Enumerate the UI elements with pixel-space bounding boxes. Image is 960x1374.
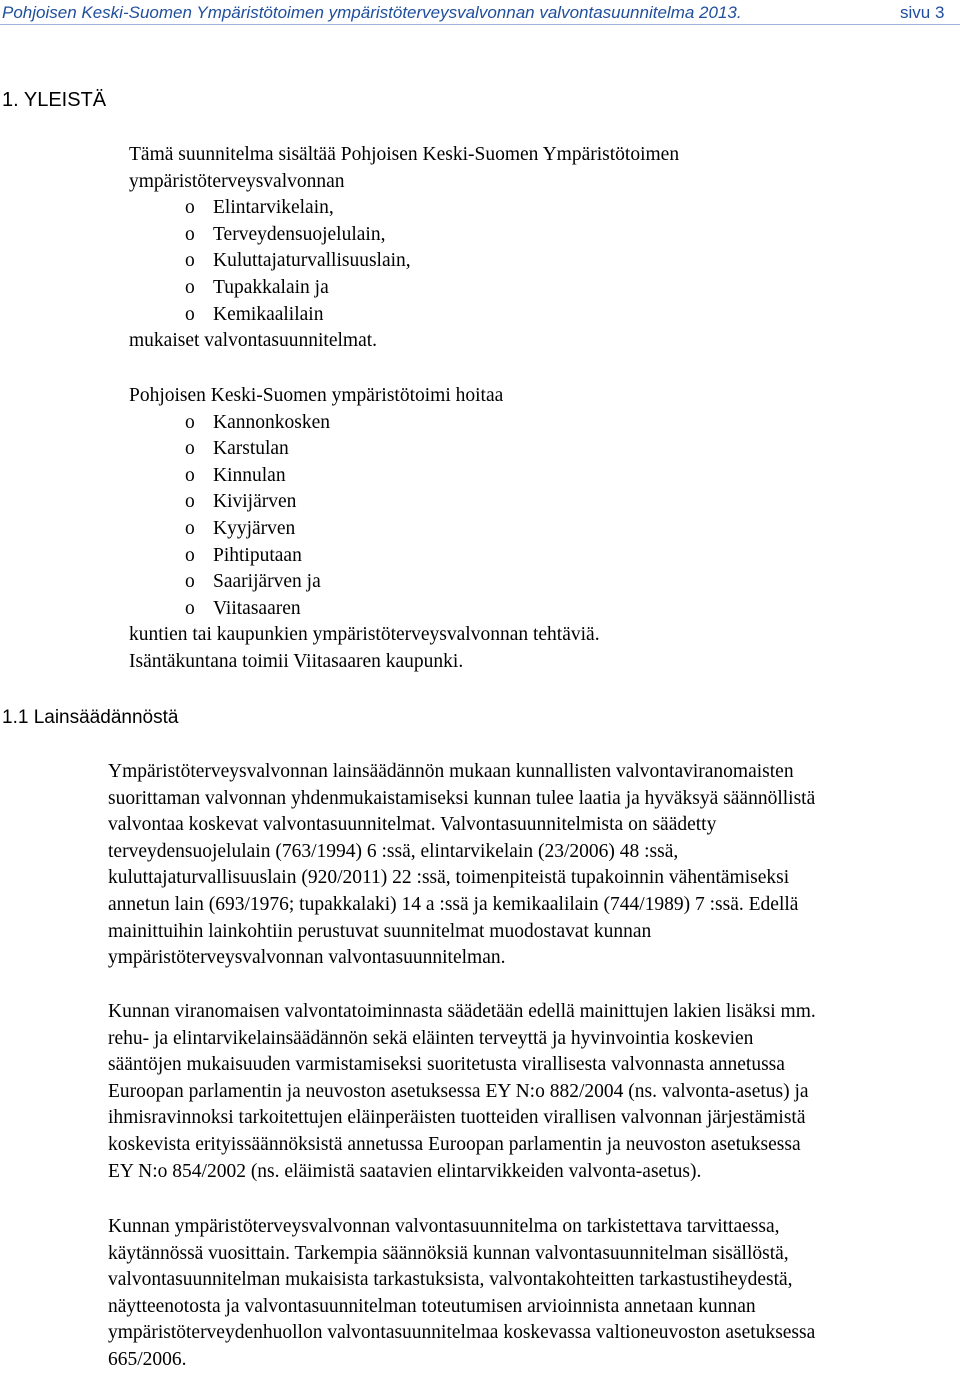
- intro-line: Tämä suunnitelma sisältää Pohjoisen Keski-Suomen Ympäristötoimen: [129, 144, 680, 165]
- law-label: Terveydensuojelulain,: [213, 223, 386, 245]
- paragraph-line: rehu- ja elintarvikelainsäädännön sekä eläinten terveyttä ja hyvinvointia koskevien: [108, 1027, 754, 1049]
- bullet-marker: o: [185, 197, 195, 219]
- municipality-label: Viitasaaren: [213, 597, 301, 619]
- paragraph-line: mainittuihin lainkohtiin perustuvat suunnitelmat muodostavat kunnan: [108, 920, 652, 942]
- paragraph-line: sääntöjen mukaisuuden varmistamiseksi suoritetusta virallisesta valvonnasta annetussa: [108, 1054, 785, 1076]
- services-intro: Pohjoisen Keski-Suomen ympäristötoimi hoitaa: [129, 385, 504, 406]
- bullet-marker: o: [185, 544, 195, 566]
- bullet-marker: o: [185, 571, 195, 593]
- municipality-list: [129, 410, 600, 623]
- paragraph-line: 665/2006.: [108, 1348, 187, 1370]
- law-item: [129, 222, 679, 249]
- paragraph-review: [108, 1214, 958, 1374]
- law-label: Kemikaalilain: [213, 303, 324, 325]
- municipality-item: [129, 436, 600, 463]
- after-laws-text: mukaiset valvontasuunnitelmat.: [129, 330, 378, 352]
- bullet-marker: o: [185, 464, 195, 486]
- section-heading-lainsaadannosta: 1.1 Lainsäädännöstä: [2, 707, 179, 728]
- bullet-marker: o: [185, 411, 195, 433]
- bullet-marker: o: [185, 276, 195, 298]
- law-label: Tupakkalain ja: [213, 276, 329, 298]
- municipality-label: Pihtiputaan: [213, 544, 302, 566]
- municipality-item: [129, 543, 600, 570]
- paragraph-line: kuluttajaturvallisuuslain (920/2011) 22 :ssä, toimenpiteistä tupakoinnin vähentämiseksi: [108, 867, 790, 889]
- intro-block: [129, 142, 679, 355]
- paragraph-line: valvontasuunnitelman mukaisista tarkastuksista, valvontakohteitten tarkastustiheydestä,: [108, 1269, 793, 1291]
- paragraph-line: EY N:o 854/2002 (ns. eläimistä saatavien elintarvikkeiden valvonta-asetus).: [108, 1160, 702, 1182]
- section-heading-yleista: 1. YLEISTÄ: [2, 89, 107, 111]
- laws-list: [129, 195, 679, 328]
- paragraph-line: näytteenotosta ja valvontasuunnitelman toteutumisen arvioinnista annetaan kunnan: [108, 1295, 756, 1317]
- paragraph-line: terveydensuojelulain (763/1994) 6 :ssä, elintarvikelain (23/2006) 48 :ssä,: [108, 840, 679, 862]
- paragraph-line: käytännössä vuosittain. Tarkempia säännöksiä kunnan valvontasuunnitelman sisällöstä,: [108, 1242, 789, 1264]
- municipality-item: [129, 463, 600, 490]
- after-municipalities-line: kuntien tai kaupunkien ympäristöterveysvalvonnan tehtäviä.: [129, 624, 600, 646]
- paragraph-line: ympäristöterveysvalvonnan valvontasuunnitelman.: [108, 947, 506, 969]
- paragraph-line: ihmisravinnoksi tarkoitettujen eläinperäisten tuotteiden virallisen valvonnan järjestämistä: [108, 1107, 806, 1129]
- services-block: [129, 383, 600, 676]
- bullet-marker: o: [185, 223, 195, 245]
- paragraph-line: Kunnan ympäristöterveysvalvonnan valvontasuunnitelma on tarkistettava tarvittaessa,: [108, 1216, 780, 1237]
- paragraph-line: Ympäristöterveysvalvonnan lainsäädännön mukaan kunnallisten valvontaviranomaisten: [108, 761, 794, 782]
- municipality-item: [129, 516, 600, 543]
- municipality-label: Kyyjärven: [213, 517, 296, 539]
- municipality-item: [129, 489, 600, 516]
- municipality-label: Kannonkosken: [213, 411, 330, 433]
- municipality-label: Karstulan: [213, 438, 289, 460]
- paragraph-line: ympäristöterveydenhuollon valvontasuunnitelmaa koskevassa valtioneuvoston asetuksessa: [108, 1322, 816, 1344]
- paragraph-line: annetun lain (693/1976; tupakkalaki) 14 a :ssä ja kemikaalilain (744/1989) 7 :ssä. Edellä: [108, 893, 799, 915]
- law-label: Elintarvikelain,: [213, 197, 334, 219]
- municipality-label: Kinnulan: [213, 464, 286, 486]
- law-item: [129, 275, 679, 302]
- paragraph-line: Euroopan parlamentin ja neuvoston asetuksessa EY N:o 882/2004 (ns. valvonta-asetus) ja: [108, 1080, 809, 1102]
- paragraph-line: koskevista erityissäännöksistä annetussa Euroopan parlamentin ja neuvoston asetuksessa: [108, 1133, 801, 1155]
- law-label: Kuluttajaturvallisuuslain,: [213, 250, 411, 272]
- paragraph-line: suorittaman valvonnan yhdenmukaistamiseksi kunnan tulee laatia ja hyväksyä säännöllistä: [108, 787, 816, 809]
- paragraph-legislation: [108, 759, 958, 972]
- bullet-marker: o: [185, 303, 195, 325]
- intro-line: ympäristöterveysvalvonnan: [129, 170, 345, 192]
- municipality-item: [129, 569, 600, 596]
- bullet-marker: o: [185, 491, 195, 513]
- municipality-item: [129, 596, 600, 623]
- bullet-marker: o: [185, 517, 195, 539]
- paragraph-line: Kunnan viranomaisen valvontatoiminnasta säädetään edellä mainittujen lakien lisäksi mm.: [108, 1001, 816, 1022]
- after-municipalities-line: Isäntäkuntana toimii Viitasaaren kaupunki.: [129, 650, 464, 672]
- paragraph-line: valvontaa koskevat valvontasuunnitelmat. Valvontasuunnitelmista on säädetty: [108, 814, 717, 836]
- law-item: [129, 302, 679, 329]
- bullet-marker: o: [185, 597, 195, 619]
- header-divider: [0, 24, 960, 25]
- municipality-item: [129, 410, 600, 437]
- bullet-marker: o: [185, 438, 195, 460]
- paragraph-eu-regulation: [108, 999, 958, 1185]
- law-item: [129, 248, 679, 275]
- municipality-label: Kivijärven: [213, 491, 297, 513]
- municipality-label: Saarijärven ja: [213, 571, 321, 593]
- page-number: sivu 3: [900, 3, 945, 22]
- law-item: [129, 195, 679, 222]
- document-title: Pohjoisen Keski-Suomen Ympäristötoimen ympäristöterveysvalvonnan valvontasuunnitelma 2013.: [2, 3, 742, 22]
- bullet-marker: o: [185, 250, 195, 272]
